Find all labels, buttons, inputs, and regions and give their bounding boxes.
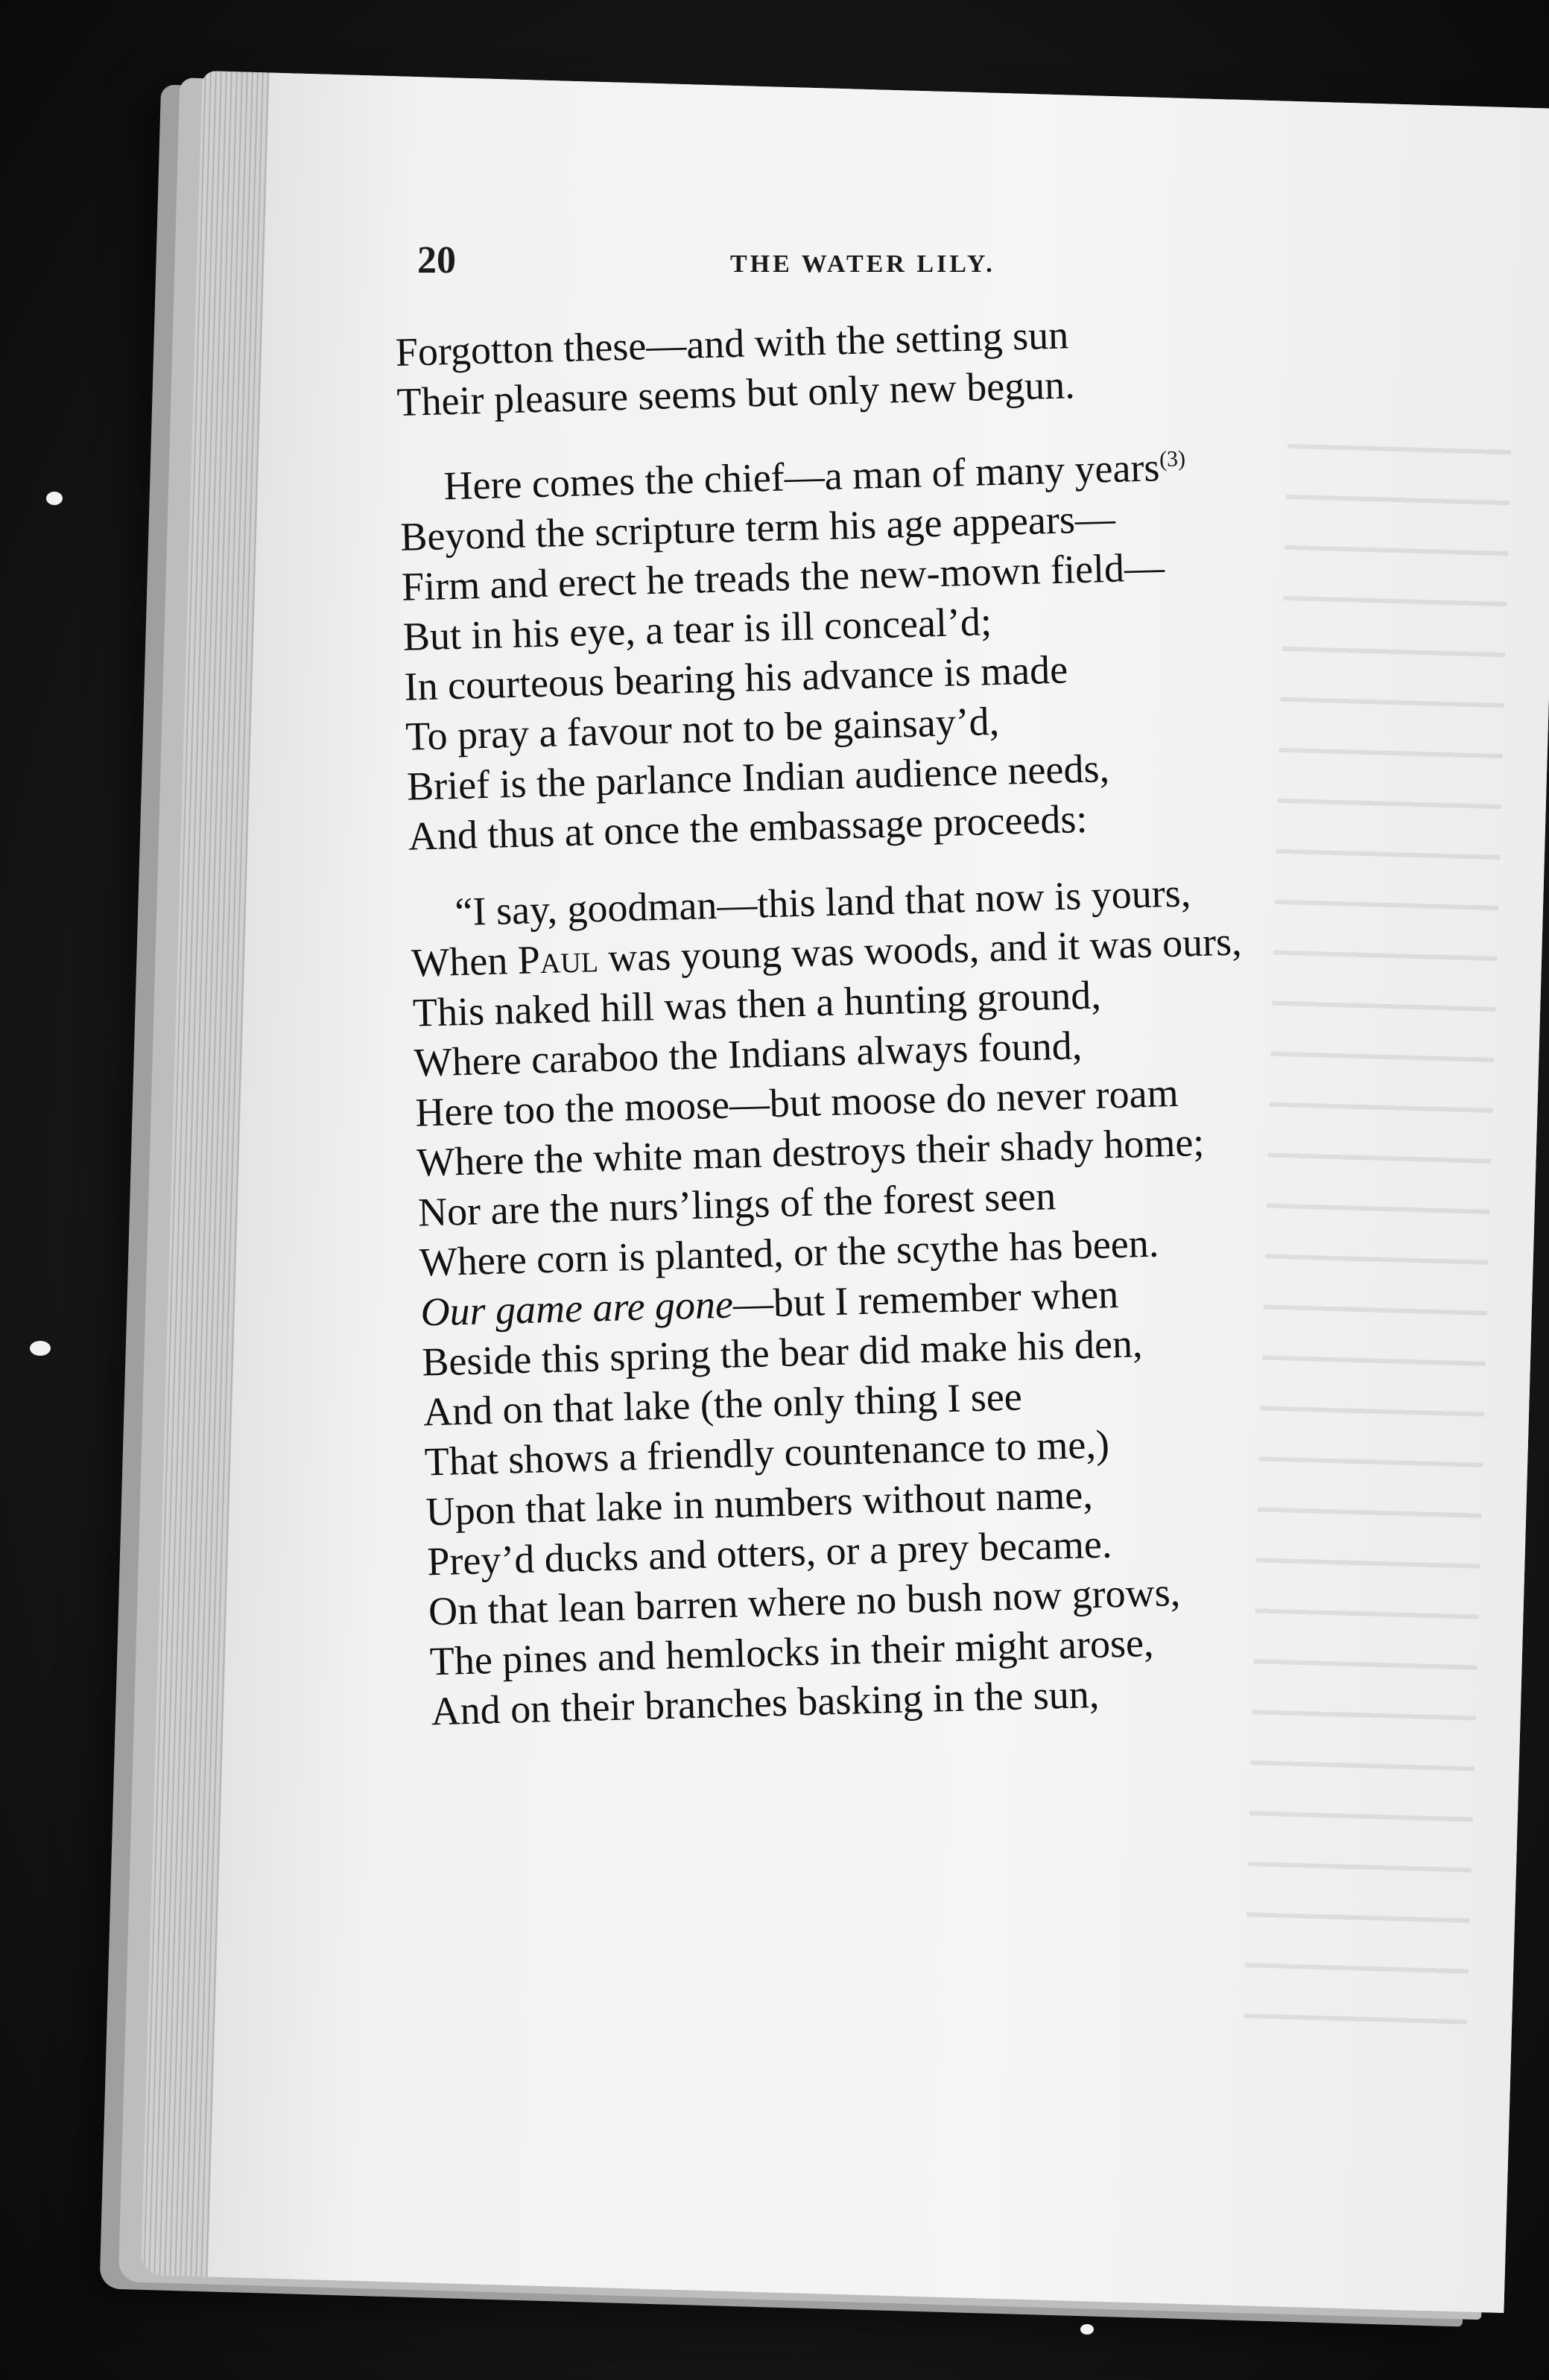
poem-line: Firm and erect he treads the new-mown field— <box>401 545 1165 609</box>
poem-line: Prey’d ducks and otters, or a prey became. <box>426 1521 1113 1584</box>
footnote-reference: (3) <box>1159 446 1186 472</box>
dust-speck <box>1267 2235 1276 2244</box>
poem-line: Beyond the scripture term his age appears— <box>399 495 1116 559</box>
poem-line: Where caraboo the Indians always found, <box>414 1023 1083 1085</box>
poem-line: But in his eye, a tear is ill conceal’d; <box>402 599 992 659</box>
poem-line: “I say, goodman—this land that now is yours, <box>454 870 1191 935</box>
dust-speck <box>46 492 63 505</box>
poem-line: Beside this spring the bear did make his den, <box>421 1321 1144 1385</box>
italic-phrase: Our game are gone <box>419 1281 734 1335</box>
poem-line: The pines and hemlocks in their might arose, <box>429 1619 1155 1684</box>
poem-line: In courteous bearing his advance is made <box>403 647 1068 709</box>
poem-line: And thus at once the embassage proceeds: <box>408 796 1089 859</box>
poem-line: Upon that lake in numbers without name, <box>425 1472 1094 1535</box>
poem-line: And on that lake (the only thing I see <box>422 1374 1023 1435</box>
poem-line: And on their branches basking in the sun, <box>430 1671 1100 1734</box>
poem-line: On that lean barren where no bush now grows, <box>428 1570 1181 1634</box>
poem-line: Forgotton these—and with the setting sun <box>395 312 1069 375</box>
dust-speck <box>1080 2324 1094 2335</box>
poem-line: Brief is the parlance Indian audience needs, <box>406 746 1110 809</box>
poem-line: Nor are the nurs’lings of the forest seen <box>417 1173 1057 1235</box>
poem-line: Here too the moose—but moose do never roam <box>414 1070 1179 1135</box>
poem-line-text: was young was woods, and it was ours, <box>598 918 1243 981</box>
page-number: 20 <box>417 239 456 282</box>
page-header-title: THE WATER LILY. <box>730 250 995 278</box>
dust-speck <box>30 1341 51 1356</box>
poem-line-text: When <box>411 937 519 986</box>
poem-line-text: Here comes the chief—a man of many years <box>443 445 1161 509</box>
poem-line: Where corn is planted, or the scythe has been. <box>419 1220 1159 1285</box>
poem-line-text: —but I remember when <box>732 1272 1119 1327</box>
poem-text <box>395 301 1460 1736</box>
name-paul: Paul <box>516 936 599 983</box>
poem-line: To pray a favour not to be gainsay’d, <box>405 698 1000 759</box>
poem-line: Their pleasure seems but only new begun. <box>396 362 1076 425</box>
poem-line: This naked hill was then a hunting ground, <box>412 972 1102 1035</box>
poem-line: Where the white man destroys their shady home; <box>416 1119 1205 1185</box>
poem-line: That shows a friendly countenance to me,) <box>424 1421 1110 1485</box>
